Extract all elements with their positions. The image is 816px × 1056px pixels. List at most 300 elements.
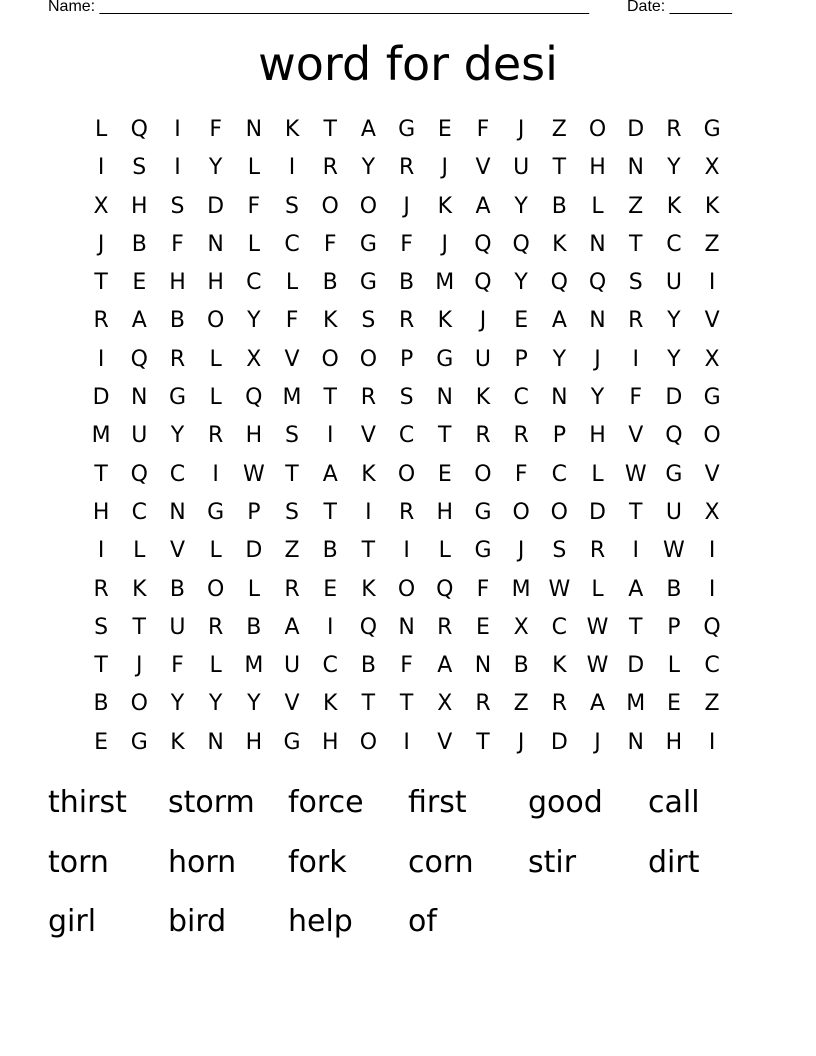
grid-letter: O <box>588 117 607 142</box>
grid-letter: F <box>514 461 528 487</box>
grid-letter: V <box>475 155 491 181</box>
grid-letter: T <box>399 691 414 717</box>
grid-letter: V <box>704 461 720 487</box>
grid-letter: J <box>97 231 105 257</box>
grid-letter: T <box>323 117 337 142</box>
grid-letter: J <box>517 117 525 142</box>
grid-letter: Y <box>170 691 185 717</box>
grid-letter: U <box>513 155 530 181</box>
grid-letter: I <box>326 423 334 449</box>
grid-letter: Y <box>514 270 528 296</box>
grid-letter: J <box>479 308 487 334</box>
grid-letter: T <box>438 423 452 449</box>
grid-letter: G <box>207 499 225 525</box>
grid-letter: D <box>627 117 645 142</box>
grid-row <box>82 264 732 302</box>
grid-letter: I <box>288 155 296 181</box>
grid-letter: K <box>361 461 376 487</box>
grid-letter: I <box>708 729 716 755</box>
grid-letter: F <box>400 653 413 679</box>
grid-letter: X <box>513 614 529 640</box>
grid-letter: K <box>284 117 300 142</box>
grid-letter: L <box>247 231 260 257</box>
grid-letter: Y <box>208 691 223 717</box>
grid-letter: R <box>93 308 109 334</box>
word-bank-row <box>48 841 768 901</box>
grid-letter: I <box>708 576 716 602</box>
grid-letter: G <box>703 117 721 142</box>
grid-letter: M <box>244 653 264 679</box>
grid-letter: B <box>666 576 682 602</box>
grid-letter: U <box>131 423 148 449</box>
grid-letter: D <box>92 385 110 411</box>
grid-letter: U <box>474 346 492 372</box>
grid-letter: X <box>704 155 720 181</box>
grid-letter: C <box>551 614 568 640</box>
grid-letter: Y <box>667 155 681 181</box>
grid-letter: R <box>475 691 491 717</box>
word-bank-item: torn <box>48 844 109 880</box>
grid-letter: S <box>361 308 376 334</box>
grid-row <box>82 379 732 417</box>
grid-letter: Q <box>436 576 454 602</box>
grid-letter: G <box>665 461 683 487</box>
grid-letter: C <box>322 653 338 679</box>
grid-letter: W <box>242 461 265 487</box>
grid-letter: B <box>399 270 415 296</box>
grid-letter: I <box>403 729 410 755</box>
grid-letter: A <box>551 308 567 334</box>
grid-letter: O <box>703 423 721 449</box>
grid-letter: K <box>475 385 491 411</box>
grid-letter: X <box>437 691 453 717</box>
grid-letter: T <box>628 499 643 525</box>
grid-letter: K <box>323 691 338 717</box>
grid-letter: S <box>628 270 643 296</box>
grid-letter: P <box>667 614 681 640</box>
grid-letter: R <box>208 614 224 640</box>
grid-letter: O <box>359 346 378 372</box>
grid-letter: Q <box>665 423 683 449</box>
grid-letter: Q <box>703 614 721 640</box>
grid-letter: Q <box>512 231 530 257</box>
grid-letter: J <box>136 653 143 679</box>
grid-row <box>82 149 732 187</box>
grid-letter: H <box>245 729 263 755</box>
grid-letter: T <box>552 155 567 181</box>
grid-letter: T <box>94 270 108 296</box>
grid-letter: H <box>589 423 606 449</box>
word-bank-item: help <box>288 904 353 939</box>
grid-row <box>82 226 732 264</box>
grid-letter: E <box>437 117 452 142</box>
grid-letter: N <box>589 231 606 257</box>
word-bank-item: storm <box>168 785 255 820</box>
grid-letter: L <box>667 653 681 679</box>
grid-row <box>82 609 732 647</box>
grid-letter: H <box>92 499 110 525</box>
page-title: word for desi <box>258 37 558 91</box>
grid-letter: D <box>665 385 683 411</box>
grid-letter: Z <box>284 538 300 564</box>
grid-letter: O <box>359 193 378 219</box>
grid-letter: T <box>628 231 643 257</box>
grid-letter: B <box>513 653 529 679</box>
grid-letter: L <box>209 538 222 564</box>
grid-letter: N <box>131 385 148 411</box>
grid-letter: H <box>321 729 339 755</box>
grid-letter: I <box>212 461 219 487</box>
grid-letter: T <box>628 614 643 640</box>
grid-letter: L <box>209 385 222 411</box>
grid-letter: S <box>399 385 414 411</box>
grid-letter: N <box>589 308 606 334</box>
word-bank-item: dirt <box>648 844 700 880</box>
grid-letter: S <box>285 499 300 525</box>
grid-letter: I <box>632 538 639 564</box>
grid-letter: M <box>91 423 111 449</box>
grid-letter: W <box>624 461 647 487</box>
grid-letter: I <box>326 614 334 640</box>
word-bank-item: good <box>528 785 603 820</box>
grid-letter: B <box>360 653 376 679</box>
grid-letter: R <box>360 385 377 411</box>
grid-letter: D <box>245 538 263 564</box>
word-bank-item: fork <box>288 844 347 880</box>
grid-row <box>82 571 732 609</box>
grid-letter: Q <box>130 346 148 372</box>
grid-letter: Q <box>130 117 148 142</box>
grid-letter: T <box>132 614 146 640</box>
grid-letter: S <box>285 193 300 219</box>
grid-letter: G <box>398 117 416 142</box>
grid-letter: T <box>476 729 490 755</box>
grid-letter: R <box>666 117 682 142</box>
grid-letter: I <box>97 346 105 372</box>
grid-letter: L <box>209 346 222 372</box>
grid-letter: R <box>437 614 453 640</box>
grid-letter: B <box>93 691 109 717</box>
grid-letter: T <box>94 461 108 487</box>
grid-letter: C <box>169 461 186 487</box>
grid-letter: I <box>708 538 716 564</box>
grid-letter: Z <box>628 193 644 219</box>
grid-letter: V <box>284 691 300 717</box>
grid-letter: V <box>437 729 453 755</box>
grid-letter: V <box>360 423 376 449</box>
grid-letter: C <box>666 231 682 257</box>
grid-letter: J <box>441 155 449 181</box>
grid-letter: T <box>94 653 108 679</box>
grid-row <box>82 724 732 762</box>
grid-letter: G <box>703 385 721 411</box>
grid-letter: H <box>436 499 454 525</box>
grid-letter: G <box>168 385 186 411</box>
grid-letter: X <box>704 346 720 372</box>
grid-letter: E <box>132 270 147 296</box>
name-field-label: Name: _______________________________________________________ <box>48 0 589 15</box>
grid-letter: N <box>627 729 644 755</box>
grid-letter: K <box>552 231 567 257</box>
grid-letter: O <box>359 729 378 755</box>
grid-letter: U <box>283 653 301 679</box>
grid-letter: U <box>169 614 186 640</box>
grid-letter: T <box>323 499 337 525</box>
grid-letter: O <box>397 461 416 487</box>
grid-letter: I <box>174 117 181 142</box>
grid-letter: O <box>130 691 148 717</box>
grid-letter: F <box>285 308 299 334</box>
grid-letter: F <box>476 576 490 602</box>
grid-letter: L <box>438 538 451 564</box>
grid-letter: R <box>284 576 300 602</box>
grid-letter: M <box>282 385 302 411</box>
word-bank-item: thirst <box>48 785 127 820</box>
word-bank-item: corn <box>408 844 474 880</box>
grid-letter: U <box>665 499 682 525</box>
grid-letter: B <box>169 308 186 334</box>
grid-letter: I <box>632 346 639 372</box>
grid-letter: O <box>512 499 530 525</box>
grid-letter: R <box>169 346 186 372</box>
grid-letter: S <box>94 614 109 640</box>
grid-letter: X <box>704 499 720 525</box>
grid-letter: F <box>171 231 184 257</box>
grid-letter: Y <box>247 691 261 717</box>
grid-letter: K <box>323 308 338 334</box>
grid-letter: E <box>94 729 109 755</box>
grid-letter: N <box>169 499 186 525</box>
grid-letter: W <box>586 653 609 679</box>
grid-letter: C <box>551 461 568 487</box>
grid-row <box>82 456 732 494</box>
grid-row <box>82 111 732 149</box>
grid-letter: F <box>171 653 184 679</box>
grid-letter: C <box>398 423 415 449</box>
grid-letter: M <box>511 576 531 602</box>
grid-letter: Y <box>514 193 528 219</box>
grid-row <box>82 188 732 226</box>
grid-letter: P <box>514 346 528 372</box>
grid-letter: Y <box>667 308 681 334</box>
grid-letter: H <box>131 193 148 219</box>
grid-letter: K <box>552 653 567 679</box>
grid-letter: R <box>513 423 529 449</box>
grid-letter: T <box>285 461 299 487</box>
grid-letter: Q <box>130 461 148 487</box>
grid-row <box>82 341 732 379</box>
grid-letter: E <box>476 614 490 640</box>
grid-letter: Z <box>513 691 529 717</box>
grid-letter: F <box>400 231 413 257</box>
grid-letter: L <box>247 155 260 181</box>
grid-letter: G <box>359 270 377 296</box>
grid-letter: L <box>209 653 222 679</box>
grid-letter: C <box>513 385 529 411</box>
grid-letter: N <box>398 614 415 640</box>
letter-grid <box>82 111 732 762</box>
grid-letter: R <box>398 155 415 181</box>
grid-letter: G <box>359 231 377 257</box>
grid-letter: T <box>361 691 376 717</box>
grid-letter: I <box>365 499 372 525</box>
grid-letter: M <box>435 270 455 296</box>
grid-letter: I <box>97 538 105 564</box>
word-bank-item: stir <box>528 844 577 880</box>
grid-letter: G <box>474 538 492 564</box>
grid-letter: B <box>169 576 186 602</box>
grid-letter: A <box>322 461 338 487</box>
date-field-label: Date: _______ <box>627 0 732 15</box>
grid-letter: L <box>591 461 604 487</box>
word-bank <box>48 781 768 960</box>
grid-letter: R <box>93 576 109 602</box>
grid-letter: C <box>131 499 147 525</box>
grid-letter: F <box>323 231 337 257</box>
grid-letter: K <box>437 193 452 219</box>
grid-letter: V <box>628 423 644 449</box>
grid-letter: G <box>283 729 301 755</box>
grid-letter: O <box>206 308 225 334</box>
grid-letter: F <box>209 117 222 142</box>
grid-row <box>82 685 732 723</box>
grid-letter: R <box>322 155 338 181</box>
grid-letter: X <box>246 346 262 372</box>
grid-letter: P <box>399 346 414 372</box>
grid-letter: E <box>666 691 681 717</box>
grid-letter: F <box>476 117 490 142</box>
grid-letter: P <box>247 499 261 525</box>
grid-letter: Q <box>588 270 607 296</box>
grid-letter: B <box>131 231 147 257</box>
grid-letter: Z <box>704 691 720 717</box>
grid-letter: H <box>589 155 606 181</box>
grid-letter: D <box>589 499 606 525</box>
grid-letter: M <box>626 691 646 717</box>
grid-letter: Y <box>247 308 261 334</box>
grid-letter: A <box>475 193 491 219</box>
grid-letter: B <box>551 193 567 219</box>
grid-letter: V <box>169 538 185 564</box>
grid-letter: K <box>704 193 720 219</box>
grid-letter: W <box>548 576 571 602</box>
grid-row <box>82 647 732 685</box>
word-bank-item: bird <box>168 904 227 939</box>
grid-row <box>82 417 732 455</box>
word-bank-item: of <box>408 904 437 939</box>
grid-letter: H <box>169 270 186 296</box>
grid-letter: R <box>551 691 567 717</box>
grid-letter: H <box>245 423 263 449</box>
grid-letter: D <box>207 193 225 219</box>
grid-letter: B <box>322 270 338 296</box>
grid-letter: S <box>170 193 185 219</box>
word-bank-row <box>48 781 768 841</box>
word-bank-item: horn <box>168 844 237 880</box>
grid-letter: N <box>245 117 263 142</box>
grid-letter: Q <box>359 614 378 640</box>
grid-letter: A <box>590 691 606 717</box>
grid-letter: K <box>132 576 147 602</box>
grid-letter: W <box>586 614 609 640</box>
grid-letter: A <box>360 117 376 142</box>
grid-letter: H <box>665 729 683 755</box>
word-bank-row <box>48 900 768 960</box>
grid-letter: Y <box>552 346 567 372</box>
grid-letter: V <box>704 308 720 334</box>
grid-letter: I <box>174 155 181 181</box>
grid-letter: Y <box>170 423 185 449</box>
grid-letter: A <box>131 308 147 334</box>
grid-letter: J <box>517 729 525 755</box>
word-bank-item: first <box>408 785 467 820</box>
grid-letter: P <box>552 423 566 449</box>
grid-letter: C <box>284 231 300 257</box>
grid-letter: L <box>247 576 260 602</box>
grid-letter: G <box>436 346 454 372</box>
grid-letter: U <box>665 270 682 296</box>
grid-letter: L <box>285 270 299 296</box>
grid-letter: R <box>628 308 644 334</box>
grid-letter: Q <box>550 270 568 296</box>
grid-letter: C <box>704 653 720 679</box>
grid-letter: H <box>207 270 224 296</box>
grid-letter: N <box>474 653 492 679</box>
grid-letter: J <box>517 538 525 564</box>
grid-letter: T <box>323 385 337 411</box>
grid-letter: K <box>361 576 376 602</box>
grid-letter: B <box>246 614 262 640</box>
grid-letter: Q <box>474 231 492 257</box>
grid-letter: D <box>550 729 568 755</box>
grid-letter: K <box>437 308 452 334</box>
grid-letter: I <box>708 270 716 296</box>
grid-letter: E <box>323 576 338 602</box>
grid-letter: N <box>627 155 644 181</box>
grid-letter: N <box>207 729 224 755</box>
word-bank-item: call <box>648 785 700 820</box>
grid-letter: X <box>93 193 109 219</box>
grid-letter: Y <box>361 155 376 181</box>
grid-letter: O <box>397 576 416 602</box>
grid-letter: Q <box>245 385 263 411</box>
grid-letter: D <box>627 653 645 679</box>
grid-letter: G <box>130 729 148 755</box>
grid-letter: J <box>594 729 601 755</box>
grid-letter: K <box>170 729 185 755</box>
grid-letter: Y <box>590 385 605 411</box>
grid-letter: A <box>628 576 644 602</box>
word-bank-item: force <box>288 785 364 820</box>
grid-letter: G <box>474 499 492 525</box>
grid-letter: Z <box>704 231 720 257</box>
grid-letter: I <box>403 538 410 564</box>
grid-letter: N <box>551 385 568 411</box>
grid-letter: R <box>398 308 415 334</box>
grid-letter: L <box>94 117 108 142</box>
grid-row <box>82 494 732 532</box>
grid-letter: J <box>441 231 449 257</box>
grid-row <box>82 532 732 570</box>
grid-letter: Q <box>474 270 492 296</box>
grid-letter: L <box>133 538 146 564</box>
grid-letter: E <box>437 461 452 487</box>
grid-letter: A <box>284 614 300 640</box>
grid-letter: O <box>474 461 492 487</box>
grid-letter: F <box>629 385 643 411</box>
grid-letter: S <box>552 538 567 564</box>
grid-letter: O <box>550 499 568 525</box>
